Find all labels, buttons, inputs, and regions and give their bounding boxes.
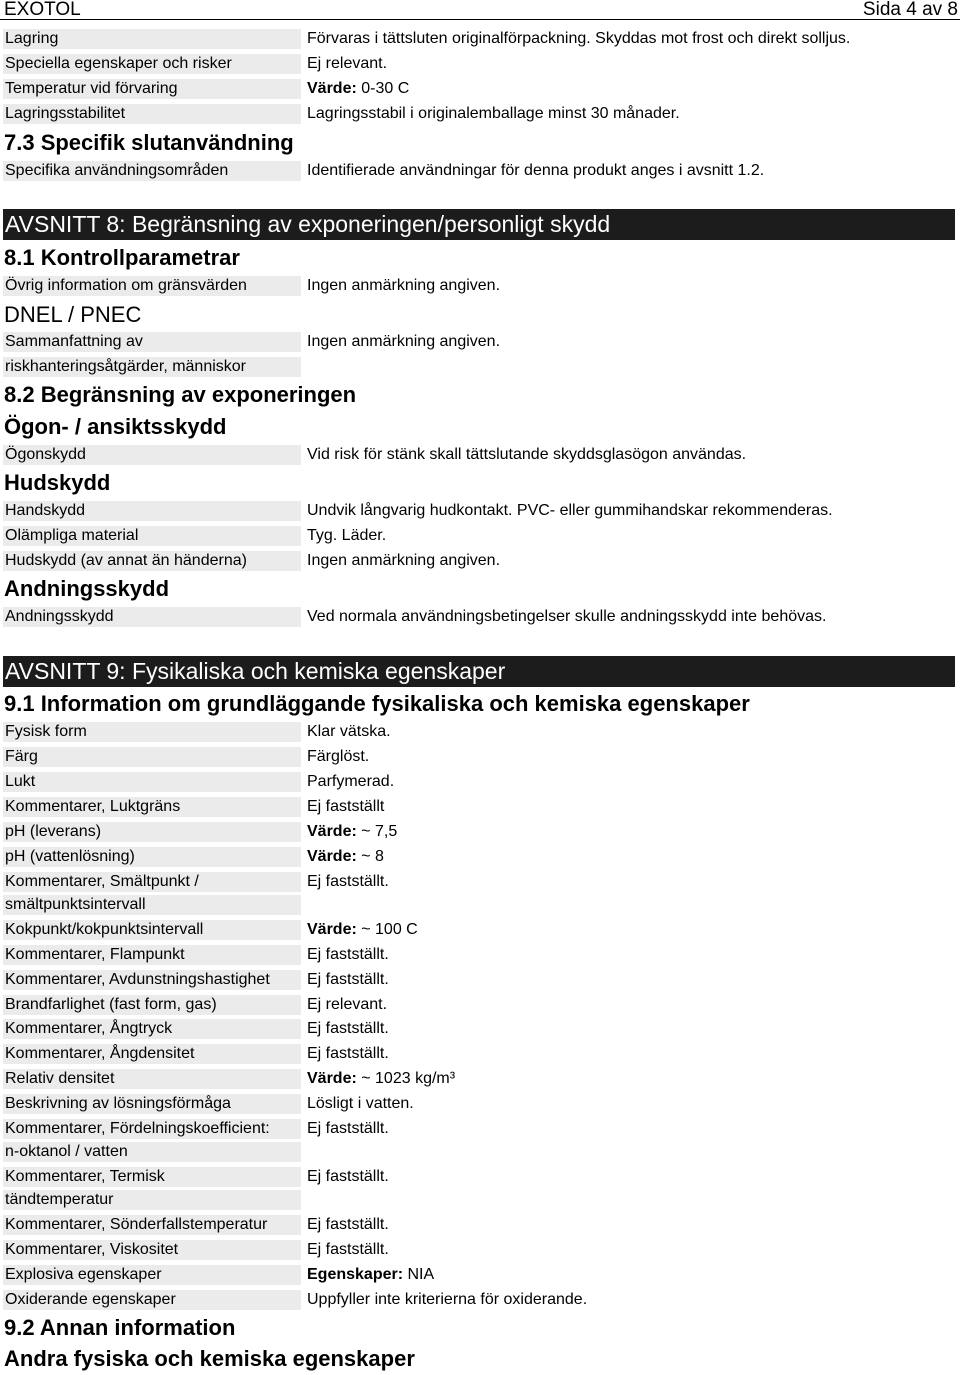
skin-protection-heading: Hudskydd <box>4 470 111 495</box>
page-number: Sida 4 av 8 <box>862 0 958 20</box>
boiling-point-value: Värde: ~ 100 C <box>307 921 418 938</box>
autoignition-value: Ej fastställt. <box>307 1168 389 1185</box>
other-properties-heading: Andra fysiska och kemiska egenskaper <box>4 1346 415 1371</box>
ph-delivery-label: pH (leverans) <box>3 822 301 842</box>
limit-info-value: Ingen anmärkning angiven. <box>307 277 501 294</box>
respiratory-heading: Andningsskydd <box>4 576 170 601</box>
risk-summary-label-2: riskhanteringsåtgärder, människor <box>3 357 301 377</box>
relative-density-value: Värde: ~ 1023 kg/m³ <box>307 1070 456 1087</box>
explosive-value: Egenskaper: NIA <box>307 1266 435 1283</box>
solubility-label: Beskrivning av lösningsförmåga <box>3 1094 301 1114</box>
eye-face-heading: Ögon- / ansiktsskydd <box>4 414 227 439</box>
storage-stability-value: Lagringsstabil i originalemballage minst 30 månader. <box>307 105 680 122</box>
risk-summary-label-1: Sammanfattning av <box>3 332 301 352</box>
storage-stability-label: Lagringsstabilitet <box>3 104 301 124</box>
unsuitable-material-label: Olämpliga material <box>3 526 301 546</box>
eye-protection-value: Vid risk för stänk skall tättslutande skyddsglasögon användas. <box>307 446 747 463</box>
autoignition-label-1: Kommentarer, Termisk <box>3 1167 301 1187</box>
storage-label: Lagring <box>3 29 301 49</box>
respiratory-value: Ved normala användningsbetingelser skulle andningsskydd inte behövas. <box>307 608 827 625</box>
decomposition-temp-value: Ej fastställt. <box>307 1216 389 1233</box>
flash-point-value: Ej fastställt. <box>307 946 389 963</box>
flammability-label: Brandfarlighet (fast form, gas) <box>3 995 301 1015</box>
viscosity-value: Ej fastställt. <box>307 1241 389 1258</box>
storage-temp-value: Värde: 0-30 C <box>307 80 410 97</box>
risk-summary-value: Ingen anmärkning angiven. <box>307 333 501 350</box>
oxidizing-value: Uppfyller inte kriterierna för oxiderande. <box>307 1291 588 1308</box>
vapor-pressure-label: Kommentarer, Ångtryck <box>3 1019 301 1039</box>
section-8-1-heading: 8.1 Kontrollparametrar <box>4 245 240 270</box>
flammability-value: Ej relevant. <box>307 996 388 1013</box>
decomposition-temp-label: Kommentarer, Sönderfallstemperatur <box>3 1215 301 1235</box>
section-7-3-heading: 7.3 Specifik slutanvändning <box>4 130 294 155</box>
solubility-value: Lösligt i vatten. <box>307 1095 414 1112</box>
specific-uses-value: Identifierade användningar för denna produkt anges i avsnitt 1.2. <box>307 162 765 179</box>
autoignition-label-2: tändtemperatur <box>3 1190 301 1210</box>
flash-point-label: Kommentarer, Flampunkt <box>3 945 301 965</box>
ph-solution-label: pH (vattenlösning) <box>3 847 301 867</box>
melting-point-label-2: smältpunktsintervall <box>3 895 301 915</box>
section-8-banner: AVSNITT 8: Begränsning av exponeringen/personligt skydd <box>3 209 955 240</box>
explosive-label: Explosiva egenskaper <box>3 1265 301 1285</box>
odor-threshold-label: Kommentarer, Luktgräns <box>3 797 301 817</box>
page-header <box>0 0 960 20</box>
unsuitable-material-value: Tyg. Läder. <box>307 527 387 544</box>
vapor-density-value: Ej fastställt. <box>307 1045 389 1062</box>
ph-solution-value: Värde: ~ 8 <box>307 848 384 865</box>
specific-uses-label: Specifika användningsområden <box>3 161 301 181</box>
vapor-pressure-value: Ej fastställt. <box>307 1020 389 1037</box>
relative-density-label: Relativ densitet <box>3 1069 301 1089</box>
evaporation-rate-value: Ej fastställt. <box>307 971 389 988</box>
boiling-point-label: Kokpunkt/kokpunktsintervall <box>3 920 301 940</box>
physical-form-value: Klar vätska. <box>307 723 391 740</box>
special-risks-value: Ej relevant. <box>307 55 388 72</box>
other-skin-protection-value: Ingen anmärkning angiven. <box>307 552 501 569</box>
odor-threshold-value: Ej fastställt <box>307 798 385 815</box>
special-risks-label: Speciella egenskaper och risker <box>3 54 301 74</box>
melting-point-value: Ej fastställt. <box>307 873 389 890</box>
hand-protection-label: Handskydd <box>3 501 301 521</box>
eye-protection-label: Ögonskydd <box>3 445 301 465</box>
limit-info-label: Övrig information om gränsvärden <box>3 276 301 296</box>
physical-form-label: Fysisk form <box>3 722 301 742</box>
partition-coefficient-label-2: n-oktanol / vatten <box>3 1142 301 1162</box>
brand-name: EXOTOL <box>4 0 81 20</box>
dnel-pnec-heading: DNEL / PNEC <box>4 302 142 327</box>
melting-point-label-1: Kommentarer, Smältpunkt / <box>3 872 301 892</box>
other-skin-protection-label: Hudskydd (av annat än händerna) <box>3 551 301 571</box>
section-9-1-heading: 9.1 Information om grundläggande fysikaliska och kemiska egenskaper <box>4 691 750 716</box>
hand-protection-value: Undvik långvarig hudkontakt. PVC- eller gummihandskar rekommenderas. <box>307 502 833 519</box>
section-9-2-heading: 9.2 Annan information <box>4 1315 236 1340</box>
respiratory-label: Andningsskydd <box>3 607 301 627</box>
odor-value: Parfymerad. <box>307 773 395 790</box>
storage-value: Förvaras i tättsluten originalförpackning. Skyddas mot frost och direkt solljus. <box>307 30 851 47</box>
color-value: Färglöst. <box>307 748 370 765</box>
partition-coefficient-label-1: Kommentarer, Fördelningskoefficient: <box>3 1119 301 1139</box>
partition-coefficient-value: Ej fastställt. <box>307 1120 389 1137</box>
vapor-density-label: Kommentarer, Ångdensitet <box>3 1044 301 1064</box>
ph-delivery-value: Värde: ~ 7,5 <box>307 823 398 840</box>
evaporation-rate-label: Kommentarer, Avdunstningshastighet <box>3 970 301 990</box>
section-9-banner: AVSNITT 9: Fysikaliska och kemiska egenskaper <box>3 656 955 687</box>
storage-temp-label: Temperatur vid förvaring <box>3 79 301 99</box>
viscosity-label: Kommentarer, Viskositet <box>3 1240 301 1260</box>
oxidizing-label: Oxiderande egenskaper <box>3 1290 301 1310</box>
color-label: Färg <box>3 747 301 767</box>
odor-label: Lukt <box>3 772 301 792</box>
section-8-2-heading: 8.2 Begränsning av exponeringen <box>4 382 357 407</box>
